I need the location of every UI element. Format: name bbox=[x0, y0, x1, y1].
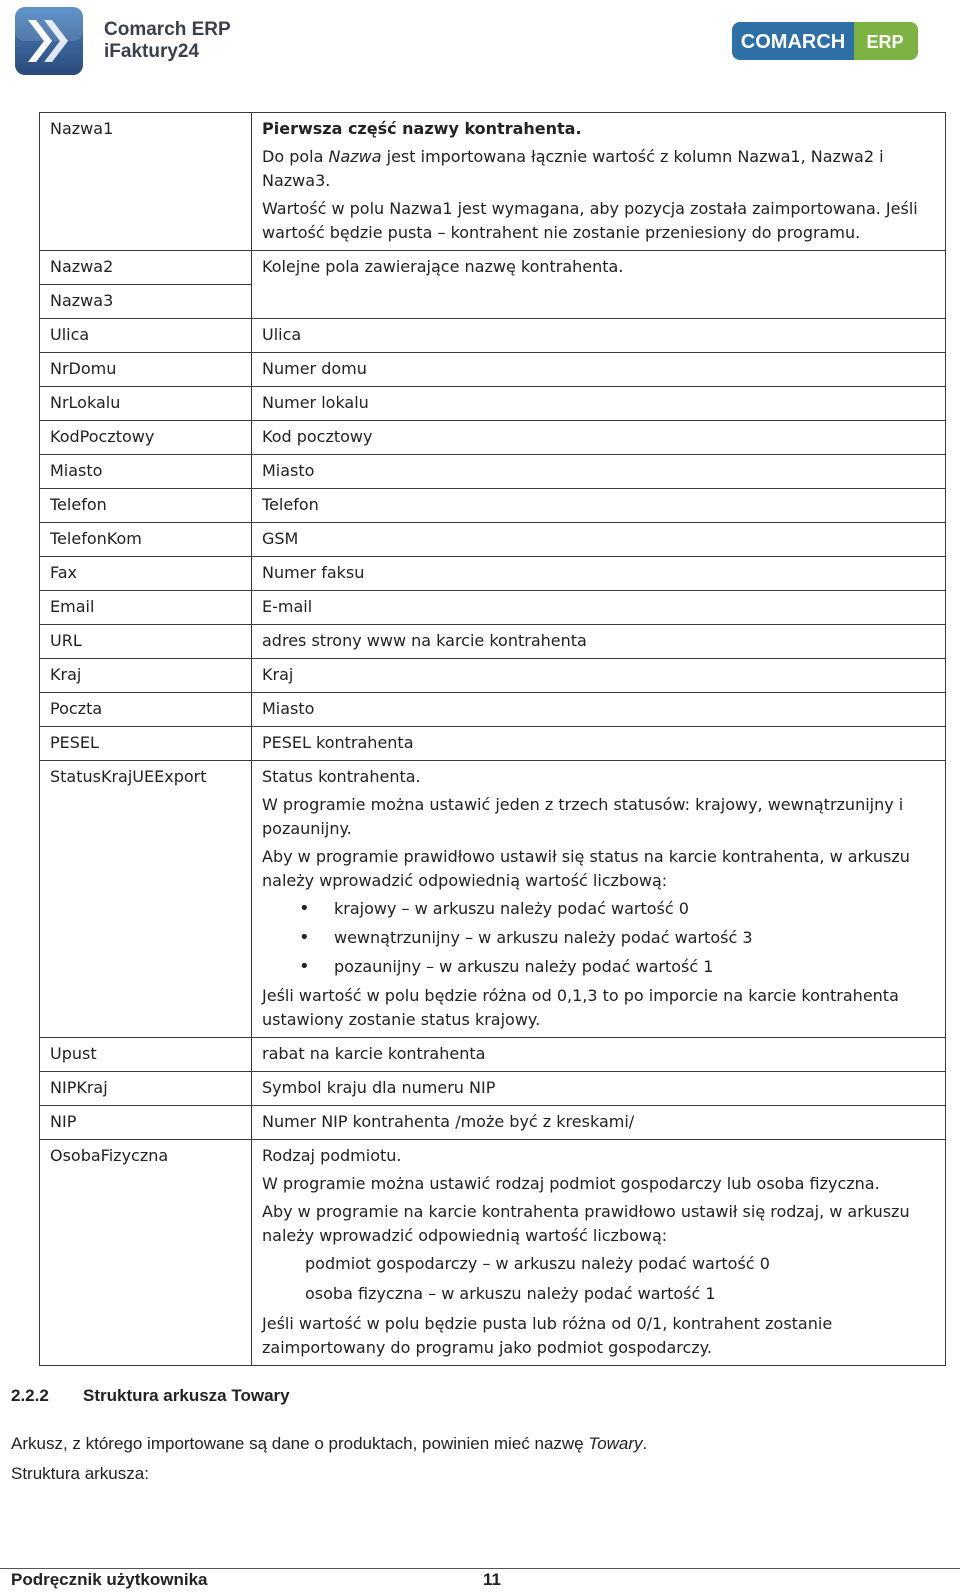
table-row bbox=[40, 1072, 946, 1106]
field-name-cell bbox=[40, 455, 252, 489]
field-name: Nazwa3 bbox=[50, 291, 114, 310]
field-name-cell bbox=[40, 693, 252, 727]
footer-divider bbox=[0, 1568, 960, 1569]
table-row bbox=[40, 319, 946, 353]
field-name: NrLokalu bbox=[50, 393, 121, 412]
description-text: PESEL kontrahenta bbox=[262, 733, 414, 752]
description-text bbox=[262, 145, 935, 193]
description-cell bbox=[252, 251, 946, 319]
description-text: Numer lokalu bbox=[262, 393, 369, 412]
description-cell bbox=[252, 761, 946, 1038]
description-text: Kraj bbox=[262, 665, 294, 684]
comarch-erp-logo bbox=[732, 22, 918, 60]
description-text: W programie można ustawić jeden z trzech statusów: krajowy, wewnątrzunijny i pozaunijny. bbox=[262, 795, 904, 838]
description-cell bbox=[252, 489, 946, 523]
description-cell bbox=[252, 727, 946, 761]
footer-title: Podręcznik użytkownika bbox=[11, 1570, 208, 1589]
brand-line-2: iFaktury24 bbox=[104, 41, 200, 62]
description-text: Wartość w polu Nazwa1 jest wymagana, aby pozycja została zaimportowana. Jeśli wartość będzie pusta – kontrahent nie zostanie przeniesiony do programu. bbox=[262, 199, 918, 242]
logo-word-comarch: COMARCH bbox=[740, 31, 846, 53]
table-row bbox=[40, 1106, 946, 1140]
field-name-cell bbox=[40, 761, 252, 1038]
field-name: TelefonKom bbox=[50, 529, 142, 548]
description-cell bbox=[252, 387, 946, 421]
description-text: Numer NIP kontrahenta /może być z kreskami/ bbox=[262, 1112, 635, 1131]
description-cell bbox=[252, 1140, 946, 1366]
field-name: NIPKraj bbox=[50, 1078, 108, 1097]
section-number: 2.2.2 bbox=[11, 1386, 49, 1405]
page-header bbox=[0, 0, 960, 90]
field-name-cell bbox=[40, 285, 252, 319]
contractor-fields-table bbox=[39, 112, 946, 1366]
field-name-cell bbox=[40, 1140, 252, 1366]
page-number: 11 bbox=[483, 1570, 501, 1589]
field-name: Upust bbox=[50, 1044, 97, 1063]
description-cell bbox=[252, 1072, 946, 1106]
field-name: Telefon bbox=[50, 495, 107, 514]
description-text: Miasto bbox=[262, 699, 315, 718]
entity-type-list bbox=[262, 1252, 935, 1306]
field-name: KodPocztowy bbox=[50, 427, 155, 446]
description-text: E-mail bbox=[262, 597, 313, 616]
description-cell bbox=[252, 319, 946, 353]
table-row bbox=[40, 693, 946, 727]
field-name-cell bbox=[40, 1106, 252, 1140]
table-row bbox=[40, 591, 946, 625]
description-text: Pierwsza część nazwy kontrahenta. bbox=[262, 119, 582, 138]
description-text: Status kontrahenta. bbox=[262, 767, 421, 786]
field-name: NIP bbox=[50, 1112, 77, 1131]
table-row bbox=[40, 251, 946, 285]
description-text: rabat na karcie kontrahenta bbox=[262, 1044, 486, 1063]
section-heading bbox=[11, 1386, 290, 1406]
description-cell bbox=[252, 1038, 946, 1072]
table-row bbox=[40, 353, 946, 387]
description-text: Aby w programie na karcie kontrahenta prawidłowo ustawił się rodzaj, w arkuszu należy wprowadzić odpowiednią wartość liczbową: bbox=[262, 1202, 910, 1245]
description-text: Aby w programie prawidłowo ustawił się status na karcie kontrahenta, w arkuszu należy wprowadzić odpowiednią wartość liczbową: bbox=[262, 847, 910, 890]
field-name: Nazwa2 bbox=[50, 257, 114, 276]
field-name-cell bbox=[40, 659, 252, 693]
text-run: Do pola bbox=[262, 147, 329, 166]
list-item: podmiot gospodarczy – w arkuszu należy podać wartość 0 bbox=[305, 1254, 770, 1273]
field-name-cell bbox=[40, 625, 252, 659]
table-row bbox=[40, 113, 946, 251]
table-row bbox=[40, 625, 946, 659]
field-name-cell bbox=[40, 387, 252, 421]
description-text: Kod pocztowy bbox=[262, 427, 373, 446]
text-run: . bbox=[642, 1434, 648, 1453]
description-text: Rodzaj podmiotu. bbox=[262, 1146, 402, 1165]
field-name: Email bbox=[50, 597, 95, 616]
description-text: Symbol kraju dla numeru NIP bbox=[262, 1078, 496, 1097]
field-name: NrDomu bbox=[50, 359, 117, 378]
field-name-cell bbox=[40, 1072, 252, 1106]
field-name: Poczta bbox=[50, 699, 103, 718]
description-text: Numer faksu bbox=[262, 563, 365, 582]
field-name: Miasto bbox=[50, 461, 103, 480]
description-cell bbox=[252, 1106, 946, 1140]
text-run: Arkusz, z którego importowane są dane o produktach, powinien mieć nazwę bbox=[11, 1434, 589, 1453]
table-row bbox=[40, 727, 946, 761]
table-row bbox=[40, 523, 946, 557]
field-name: StatusKrajUEExport bbox=[50, 767, 207, 786]
table-row bbox=[40, 557, 946, 591]
description-cell bbox=[252, 523, 946, 557]
description-text: GSM bbox=[262, 529, 299, 548]
field-name-cell bbox=[40, 319, 252, 353]
section-title: Struktura arkusza Towary bbox=[83, 1386, 290, 1405]
field-name: PESEL bbox=[50, 733, 99, 752]
table-row bbox=[40, 1140, 946, 1366]
field-name-cell bbox=[40, 251, 252, 285]
field-name-cell bbox=[40, 523, 252, 557]
description-cell bbox=[252, 113, 946, 251]
description-text: Ulica bbox=[262, 325, 302, 344]
field-name: Fax bbox=[50, 563, 78, 582]
table-row bbox=[40, 387, 946, 421]
description-cell bbox=[252, 625, 946, 659]
field-name-cell bbox=[40, 421, 252, 455]
field-name: Nazwa1 bbox=[50, 119, 114, 138]
field-name: Kraj bbox=[50, 665, 82, 684]
text-run: jest importowana łącznie wartość z kolumn Nazwa1, Nazwa2 i Nazwa3. bbox=[262, 147, 884, 190]
table-row bbox=[40, 489, 946, 523]
field-name-cell bbox=[40, 727, 252, 761]
description-cell bbox=[252, 353, 946, 387]
text-run-italic: Nazwa bbox=[328, 147, 382, 166]
description-text: adres strony www na karcie kontrahenta bbox=[262, 631, 587, 650]
description-text: Kolejne pola zawierające nazwę kontrahenta. bbox=[262, 257, 624, 276]
list-item: • wewnątrzunijny – w arkuszu należy podać wartość 3 bbox=[334, 926, 935, 950]
field-name-cell bbox=[40, 591, 252, 625]
field-name-cell bbox=[40, 1038, 252, 1072]
description-text: Telefon bbox=[262, 495, 319, 514]
field-name-cell bbox=[40, 489, 252, 523]
table-row bbox=[40, 761, 946, 1038]
brand-name bbox=[104, 19, 231, 63]
comarch-logo-icon bbox=[14, 6, 84, 76]
field-name-cell bbox=[40, 557, 252, 591]
table-row bbox=[40, 421, 946, 455]
status-value-list bbox=[262, 897, 935, 979]
list-item: osoba fizyczna – w arkuszu należy podać wartość 1 bbox=[305, 1284, 716, 1303]
field-name: Ulica bbox=[50, 325, 90, 344]
list-item: • pozaunijny – w arkuszu należy podać wartość 1 bbox=[334, 955, 935, 979]
field-name: URL bbox=[50, 631, 82, 650]
table-row bbox=[40, 1038, 946, 1072]
list-item: • krajowy – w arkuszu należy podać wartość 0 bbox=[334, 897, 935, 921]
description-text: W programie można ustawić rodzaj podmiot gospodarczy lub osoba fizyczna. bbox=[262, 1174, 880, 1193]
description-cell bbox=[252, 591, 946, 625]
simple-rows-group bbox=[40, 319, 946, 761]
body-paragraph: Struktura arkusza: bbox=[11, 1464, 149, 1483]
logo-word-erp: ERP bbox=[866, 32, 904, 52]
table-row bbox=[40, 659, 946, 693]
body-paragraph bbox=[11, 1432, 647, 1456]
field-name: OsobaFizyczna bbox=[50, 1146, 169, 1165]
description-text: Jeśli wartość w polu będzie różna od 0,1,3 to po imporcie na karcie kontrahenta ustawiony zostanie status krajowy. bbox=[262, 986, 899, 1029]
description-cell bbox=[252, 693, 946, 727]
description-text: Jeśli wartość w polu będzie pusta lub różna od 0/1, kontrahent zostanie zaimportowany do programu jako podmiot gospodarczy. bbox=[262, 1314, 833, 1357]
description-text: Miasto bbox=[262, 461, 315, 480]
description-cell bbox=[252, 421, 946, 455]
description-text: Numer domu bbox=[262, 359, 367, 378]
field-name-cell bbox=[40, 113, 252, 251]
simple-rows-group bbox=[40, 1038, 946, 1140]
brand-line-1: Comarch ERP bbox=[104, 19, 231, 40]
description-cell bbox=[252, 557, 946, 591]
table-row bbox=[40, 455, 946, 489]
field-name-cell bbox=[40, 353, 252, 387]
description-cell bbox=[252, 455, 946, 489]
text-run-italic: Towary bbox=[588, 1434, 643, 1453]
description-cell bbox=[252, 659, 946, 693]
